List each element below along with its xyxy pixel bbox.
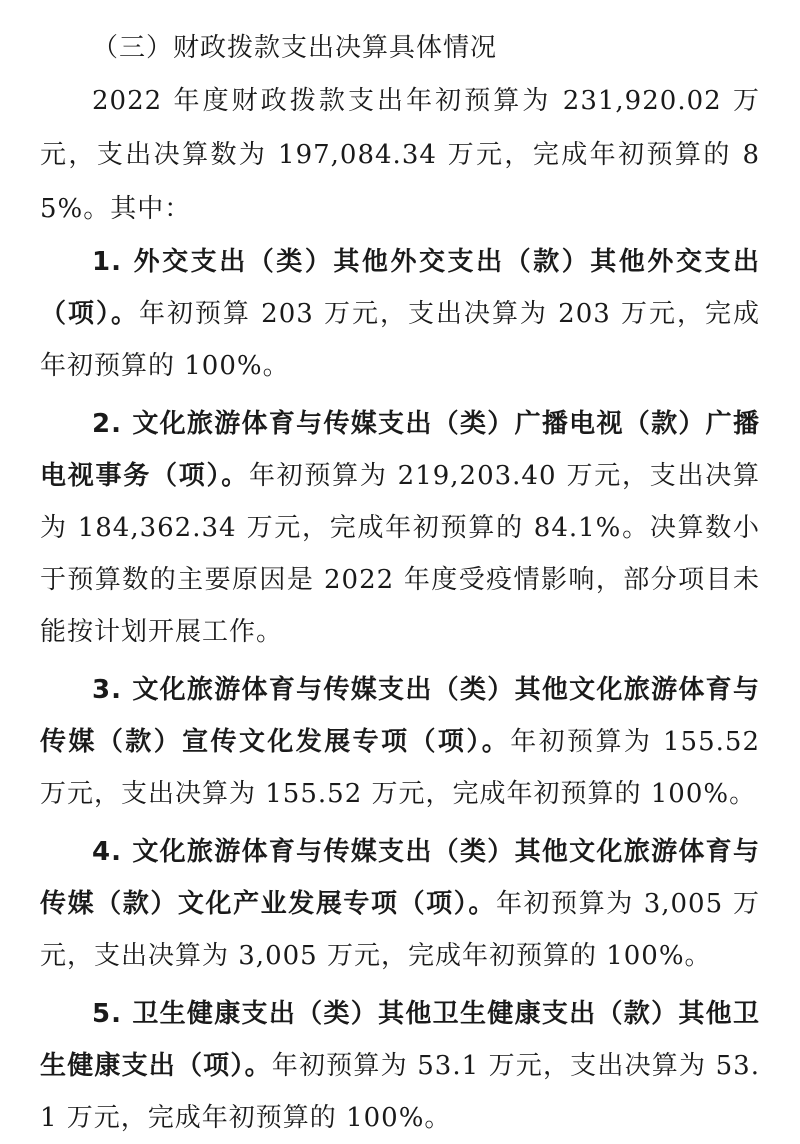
section-heading: （三）财政拨款支出决算具体情况 — [92, 33, 498, 63]
list-item — [40, 826, 760, 982]
item-title: 1. 外交支出（类）其他外交支出（款）其他外交支出（项）。 — [40, 247, 760, 329]
item-body: 年初预算为 219,203.40 万元，支出决算为 184,362.34 万元，完成年初预算的 84.1%。决算数小于预算数的主要原因是 2022 年度受疫情影响，部分项目未能按计划开展工作。 — [40, 461, 760, 647]
list-item — [40, 398, 760, 658]
item-title: 4. 文化旅游体育与传媒支出（类）其他文化旅游体育与传媒（款）文化产业发展专项（项）。 — [40, 837, 760, 919]
item-title: 3. 文化旅游体育与传媒支出（类）其他文化旅游体育与传媒（款）宣传文化发展专项（项）。 — [40, 675, 760, 757]
list-item — [40, 236, 760, 392]
item-body: 年初预算 203 万元，支出决算为 203 万元，完成年初预算的 100%。 — [40, 299, 760, 381]
item-body: 年初预算为 3,005 万元，支出决算为 3,005 万元，完成年初预算的 100%。 — [40, 889, 760, 971]
list-item — [40, 988, 760, 1144]
list-item — [40, 664, 760, 820]
item-body: 年初预算为 53.1 万元，支出决算为 53.1 万元，完成年初预算的 100%。 — [40, 1051, 760, 1133]
item-title: 5. 卫生健康支出（类）其他卫生健康支出（款）其他卫生健康支出（项）。 — [40, 999, 760, 1081]
item-title: 2. 文化旅游体育与传媒支出（类）广播电视（款）广播电视事务（项）。 — [40, 409, 760, 491]
intro-paragraph: 2022 年度财政拨款支出年初预算为 231,920.02 万元，支出决算数为 197,084.34 万元，完成年初预算的 85%。其中： — [40, 86, 760, 224]
item-body: 年初预算为 155.52 万元，支出决算为 155.52 万元，完成年初预算的 100%。 — [40, 727, 760, 809]
